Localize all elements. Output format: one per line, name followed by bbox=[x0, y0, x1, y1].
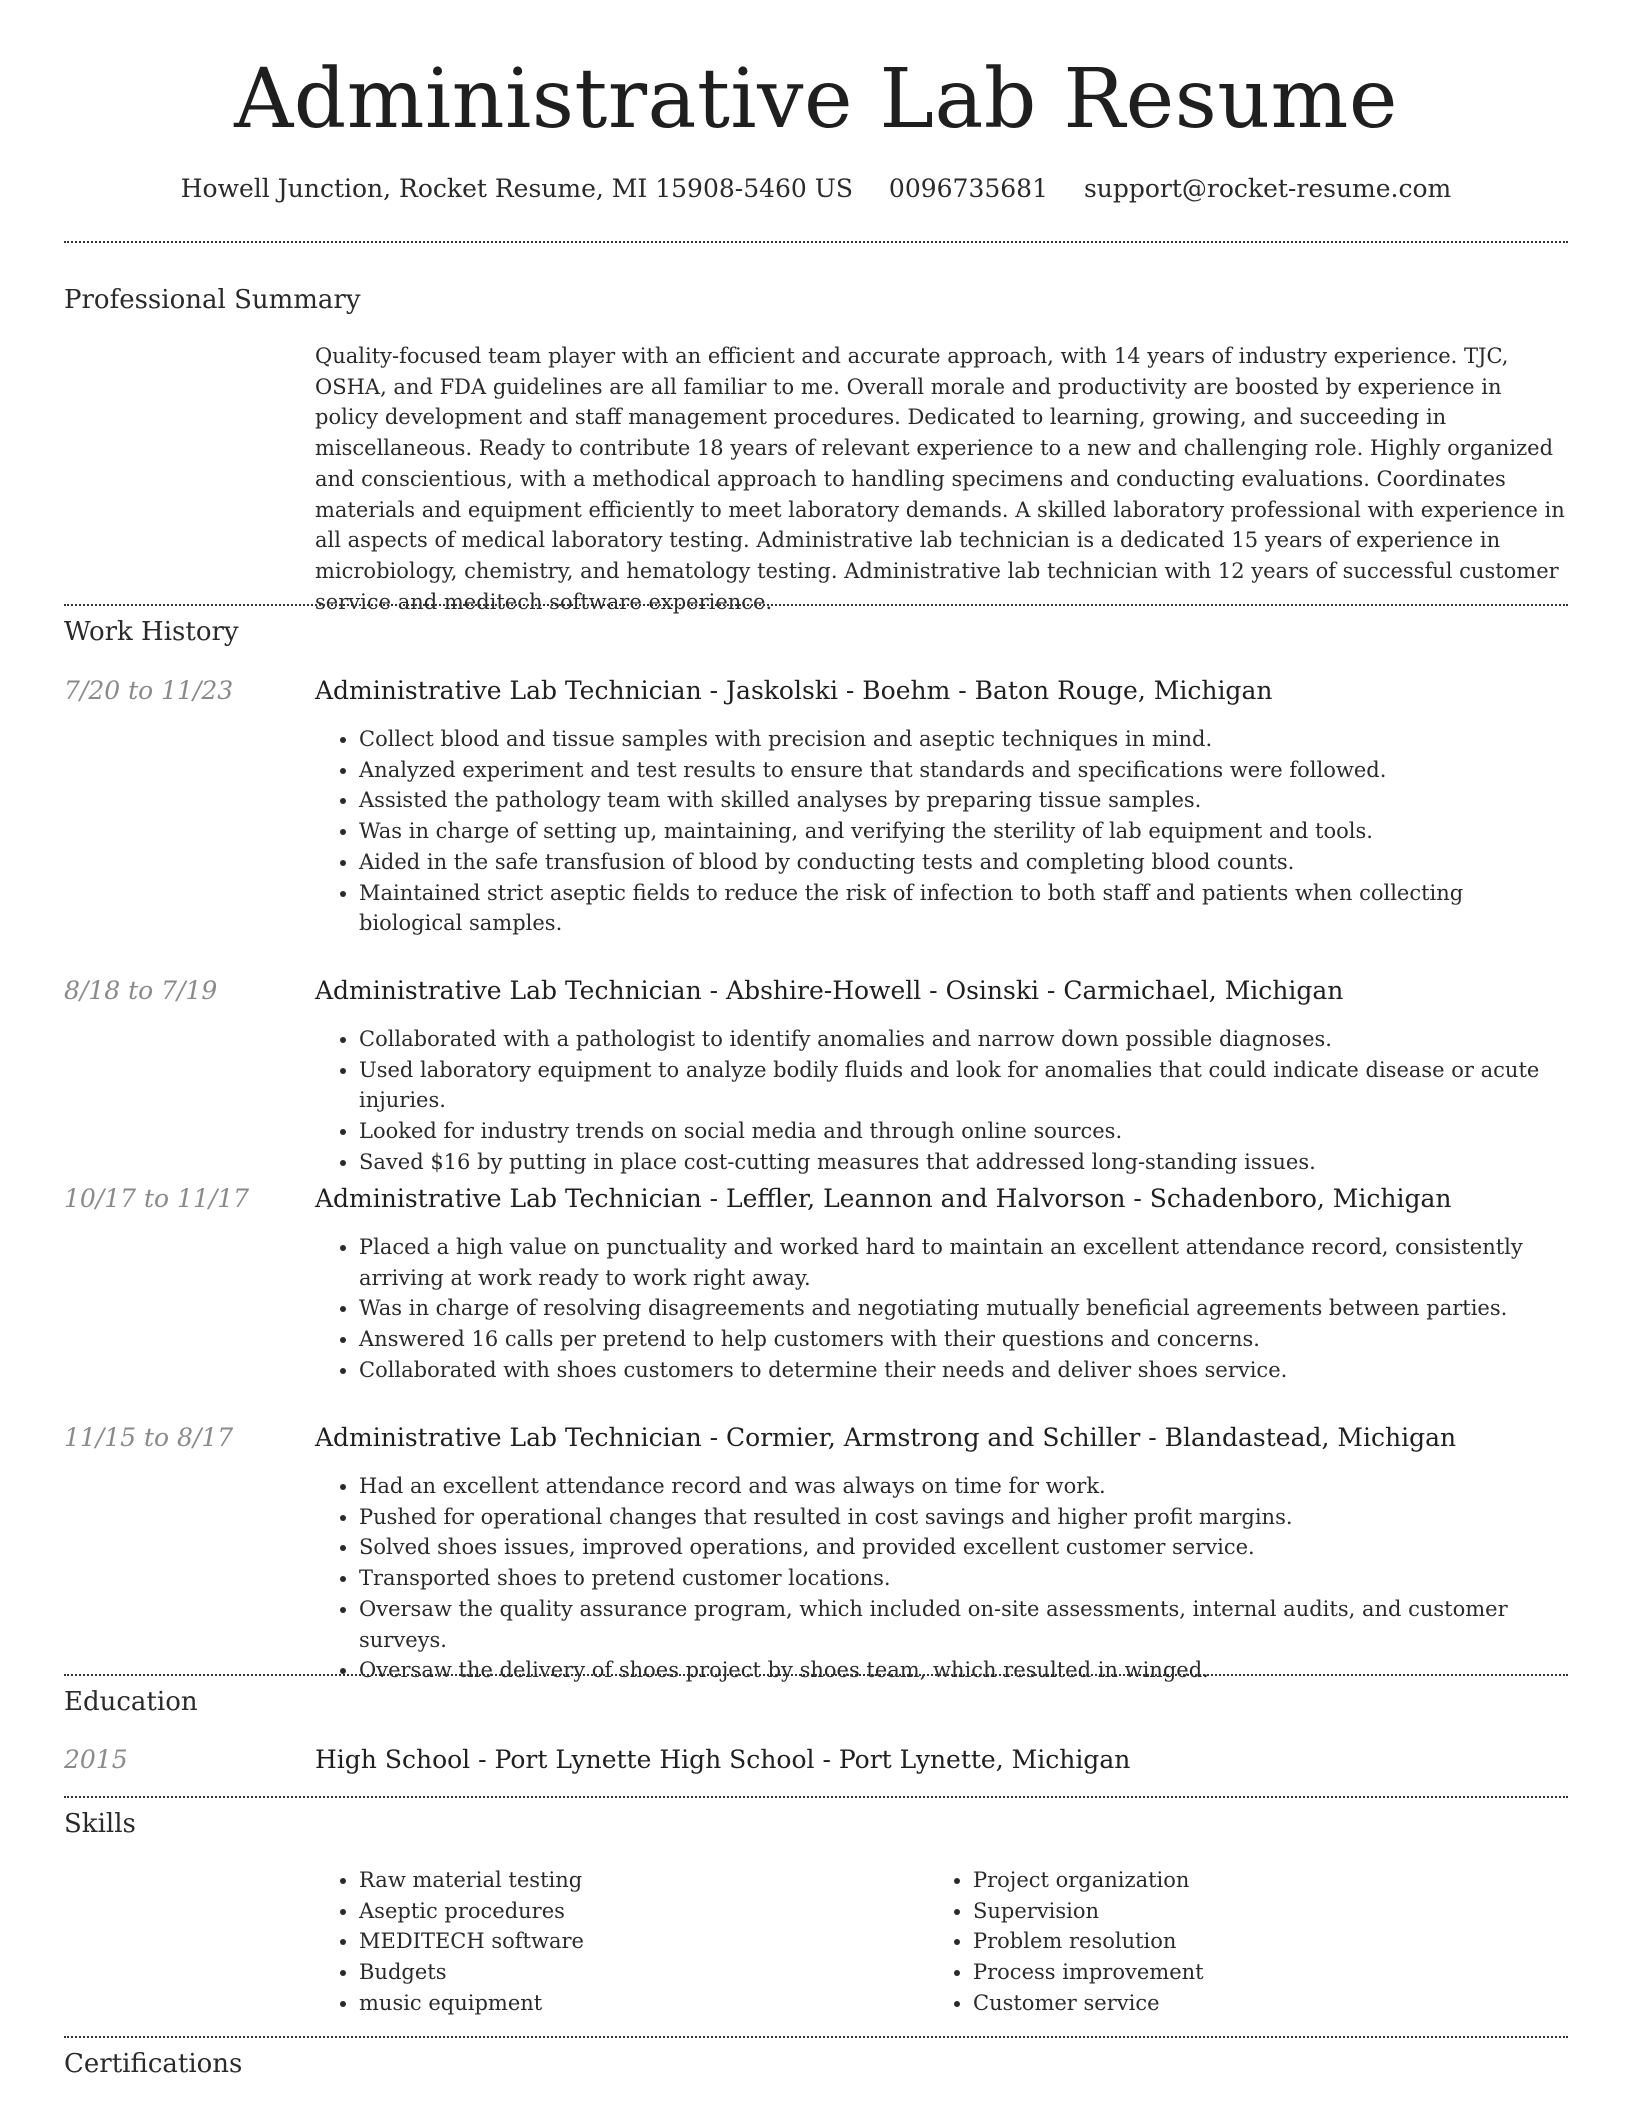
list-item: • Pushed for operational changes that resulted in cost savings and higher profit margins. bbox=[359, 1502, 1567, 1533]
job-title: Administrative Lab Technician - Abshire-Howell - Osinski - Carmichael, Michigan bbox=[315, 976, 1344, 1005]
list-item: • Collect blood and tissue samples with precision and aseptic techniques in mind. bbox=[359, 724, 1567, 755]
list-item: • Supervision bbox=[973, 1896, 1529, 1927]
list-item: • Used laboratory equipment to analyze bodily fluids and look for anomalies that could indicate disease or acute injuries. bbox=[359, 1055, 1567, 1116]
list-item: • Was in charge of setting up, maintaining, and verifying the sterility of lab equipment and tools. bbox=[359, 816, 1567, 847]
job-title: Administrative Lab Technician - Leffler, Leannon and Halvorson - Schadenboro, Michigan bbox=[315, 1184, 1452, 1213]
section-title-certifications: Certifications bbox=[64, 2049, 243, 2079]
list-item: • Transported shoes to pretend customer locations. bbox=[359, 1563, 1567, 1594]
list-item: • Collaborated with a pathologist to identify anomalies and narrow down possible diagnoses. bbox=[359, 1024, 1567, 1055]
section-title-education: Education bbox=[64, 1687, 198, 1717]
skills-list-right bbox=[929, 1865, 1529, 2019]
list-item: • Maintained strict aseptic fields to reduce the risk of infection to both staff and patients when collecting biological samples. bbox=[359, 878, 1567, 939]
job-title: Administrative Lab Technician - Cormier, Armstrong and Schiller - Blandastead, Michigan bbox=[315, 1423, 1457, 1452]
list-item: • Problem resolution bbox=[973, 1926, 1529, 1957]
list-item: • Looked for industry trends on social media and through online sources. bbox=[359, 1116, 1567, 1147]
list-item: • Oversaw the delivery of shoes project by shoes team, which resulted in winged. bbox=[359, 1655, 1567, 1686]
list-item: • music equipment bbox=[359, 1988, 915, 2019]
job-dates: 7/20 to 11/23 bbox=[64, 676, 234, 705]
list-item: • Assisted the pathology team with skilled analyses by preparing tissue samples. bbox=[359, 785, 1567, 816]
list-item: • Aided in the safe transfusion of blood by conducting tests and completing blood counts. bbox=[359, 847, 1567, 878]
section-title-summary: Professional Summary bbox=[64, 285, 361, 315]
summary-text: Quality-focused team player with an efficient and accurate approach, with 14 years of industry experience. TJC, OSHA, and FDA guidelines are all familiar to me. Overall morale and productivity are boosted by experience in policy development and staff management procedures. Dedicated to learning, growing, and succeeding in miscellaneous. Ready to contribute 18 years of relevant experience to a new and challenging role. Highly organized and conscientious, with a methodical approach to handling specimens and conducting evaluations. Coordinates materials and equipment efficiently to meet laboratory demands. A skilled laboratory professional with experience in all aspects of medical laboratory testing. Administrative lab technician is a dedicated 15 years of experience in microbiology, chemistry, and hematology testing. Administrative lab technician with 12 years of successful customer service and meditech software experience. bbox=[315, 344, 1565, 614]
list-item: • Budgets bbox=[359, 1957, 915, 1988]
list-item: • Process improvement bbox=[973, 1957, 1529, 1988]
list-item: • Solved shoes issues, improved operations, and provided excellent customer service. bbox=[359, 1532, 1567, 1563]
job-bullets bbox=[315, 1232, 1567, 1386]
list-item: • Was in charge of resolving disagreements and negotiating mutually beneficial agreements between parties. bbox=[359, 1293, 1567, 1324]
job-bullets bbox=[315, 1024, 1567, 1178]
list-item: • Oversaw the quality assurance program, which included on-site assessments, internal audits, and customer surveys. bbox=[359, 1594, 1567, 1655]
skills-list-left bbox=[315, 1865, 915, 2019]
contact-email: support@rocket-resume.com bbox=[1083, 174, 1452, 203]
section-divider bbox=[64, 241, 1568, 243]
list-item: • Collaborated with shoes customers to determine their needs and deliver shoes service. bbox=[359, 1355, 1567, 1386]
section-divider bbox=[64, 604, 1568, 606]
section-title-skills: Skills bbox=[64, 1809, 136, 1839]
job-dates: 11/15 to 8/17 bbox=[64, 1423, 234, 1452]
list-item: • Had an excellent attendance record and was always on time for work. bbox=[359, 1471, 1567, 1502]
section-title-work: Work History bbox=[64, 617, 239, 647]
education-year: 2015 bbox=[64, 1745, 128, 1774]
contact-address: Howell Junction, Rocket Resume, MI 15908-5460 US bbox=[180, 174, 853, 203]
list-item: • Raw material testing bbox=[359, 1865, 915, 1896]
section-divider bbox=[64, 1674, 1568, 1676]
list-item: • Aseptic procedures bbox=[359, 1896, 915, 1927]
resume-title: Administrative Lab Resume bbox=[234, 52, 1398, 147]
list-item: • Project organization bbox=[973, 1865, 1529, 1896]
contact-phone: 0096735681 bbox=[888, 174, 1048, 203]
list-item: • Customer service bbox=[973, 1988, 1529, 2019]
list-item: • Placed a high value on punctuality and worked hard to maintain an excellent attendance record, consistently arriving at work ready to work right away. bbox=[359, 1232, 1567, 1293]
education-title: High School - Port Lynette High School - Port Lynette, Michigan bbox=[315, 1745, 1131, 1774]
job-dates: 10/17 to 11/17 bbox=[64, 1184, 250, 1213]
job-title: Administrative Lab Technician - Jaskolski - Boehm - Baton Rouge, Michigan bbox=[315, 676, 1273, 705]
list-item: • Saved $16 by putting in place cost-cutting measures that addressed long-standing issues. bbox=[359, 1147, 1567, 1178]
section-divider bbox=[64, 2036, 1568, 2038]
contact-line bbox=[0, 172, 1632, 206]
list-item: • MEDITECH software bbox=[359, 1926, 915, 1957]
job-bullets bbox=[315, 724, 1567, 939]
job-bullets bbox=[315, 1471, 1567, 1686]
list-item: • Analyzed experiment and test results to ensure that standards and specifications were followed. bbox=[359, 755, 1567, 786]
list-item: • Answered 16 calls per pretend to help customers with their questions and concerns. bbox=[359, 1324, 1567, 1355]
job-dates: 8/18 to 7/19 bbox=[64, 976, 218, 1005]
section-divider bbox=[64, 1796, 1568, 1798]
